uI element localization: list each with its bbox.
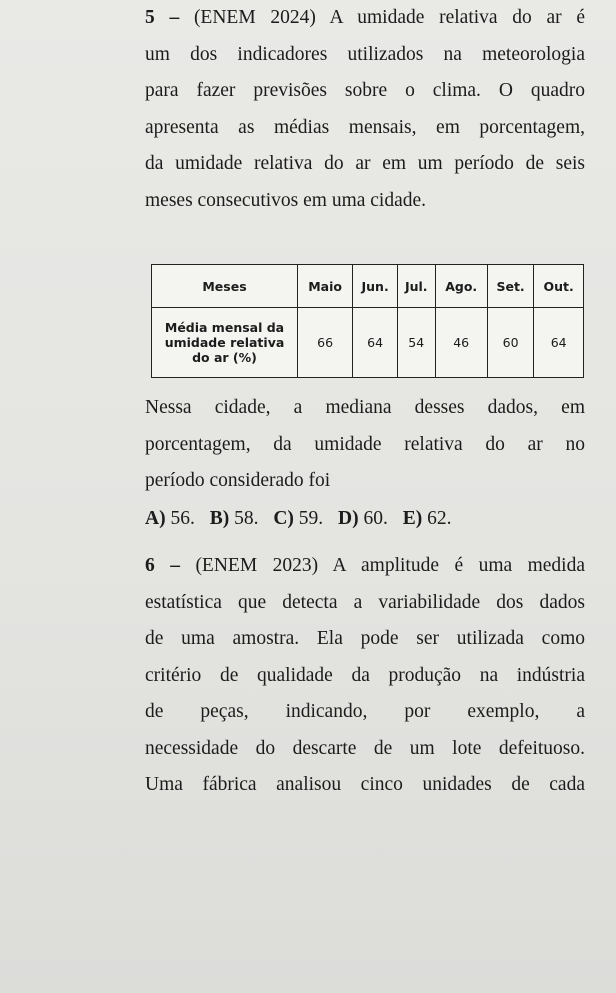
question-5-line-6: meses consecutivos em uma cidade. [145, 189, 427, 211]
question-5-number: 5 – [145, 7, 180, 28]
question-5-prompt [145, 390, 585, 500]
question-5-line-4: apresenta as médias mensais, em porcentagem, [145, 116, 585, 138]
table-cell: 64 [353, 308, 398, 378]
table-cell: 54 [398, 308, 435, 378]
prompt-line-3: período considerado foi [145, 470, 331, 491]
question-5-line-1: 5 – (ENEM 2024) A umidade relativa do ar é [145, 7, 586, 28]
question-5-line-2: um dos indicadores utilizados na meteorologia [145, 43, 585, 65]
table-month-header: Maio [298, 265, 353, 308]
table-month-header: Set. [487, 265, 533, 308]
table-cell: 66 [298, 308, 353, 378]
question-6-line-1: 6 – (ENEM 2023) A amplitude é uma medida [145, 555, 586, 576]
question-6-line-5: de peças, indicando, por exemplo, a [145, 701, 585, 722]
question-6-line-3: de uma amostra. Ela pode ser utilizada como [145, 628, 585, 649]
prompt-line-1: Nessa cidade, a mediana desses dados, em [145, 397, 585, 418]
table-cell: 46 [435, 308, 487, 378]
table-row-label: Média mensal da umidade relativa do ar (%) [152, 308, 298, 378]
question-5-line-3: para fazer previsões sobre o clima. O quadro [145, 80, 585, 101]
question-6-line-4: critério de qualidade da produção na indústria [145, 664, 585, 686]
question-6-number: 6 – [145, 555, 180, 576]
option-c: C) 59. [273, 508, 324, 529]
question-6-line-6: necessidade do descarte de um lote defeituoso. [145, 737, 585, 759]
answer-options [145, 508, 461, 530]
table-cell: 64 [534, 308, 584, 378]
table-month-header: Ago. [435, 265, 487, 308]
table-row [152, 308, 584, 378]
question-6-line-7: Uma fábrica analisou cinco unidades de cada [145, 774, 585, 795]
table-cell: 60 [487, 308, 533, 378]
table-header-label: Meses [152, 265, 298, 308]
table-month-header: Jun. [353, 265, 398, 308]
question-5-text [145, 0, 585, 219]
question-6-line-2: estatística que detecta a variabilidade dos dados [145, 591, 585, 613]
question-5-line-5: da umidade relativa do ar em um período de seis [145, 153, 585, 174]
option-a: A) 56. [145, 508, 195, 529]
prompt-line-2: porcentagem, da umidade relativa do ar no [145, 433, 585, 455]
question-6-text [145, 548, 585, 804]
humidity-table [151, 264, 584, 378]
table-month-header: Out. [534, 265, 584, 308]
table-month-header: Jul. [398, 265, 435, 308]
option-d: D) 60. [338, 508, 388, 529]
option-b: B) 58. [209, 508, 259, 529]
option-e: E) 62. [402, 508, 452, 529]
table-header-row [152, 265, 584, 308]
